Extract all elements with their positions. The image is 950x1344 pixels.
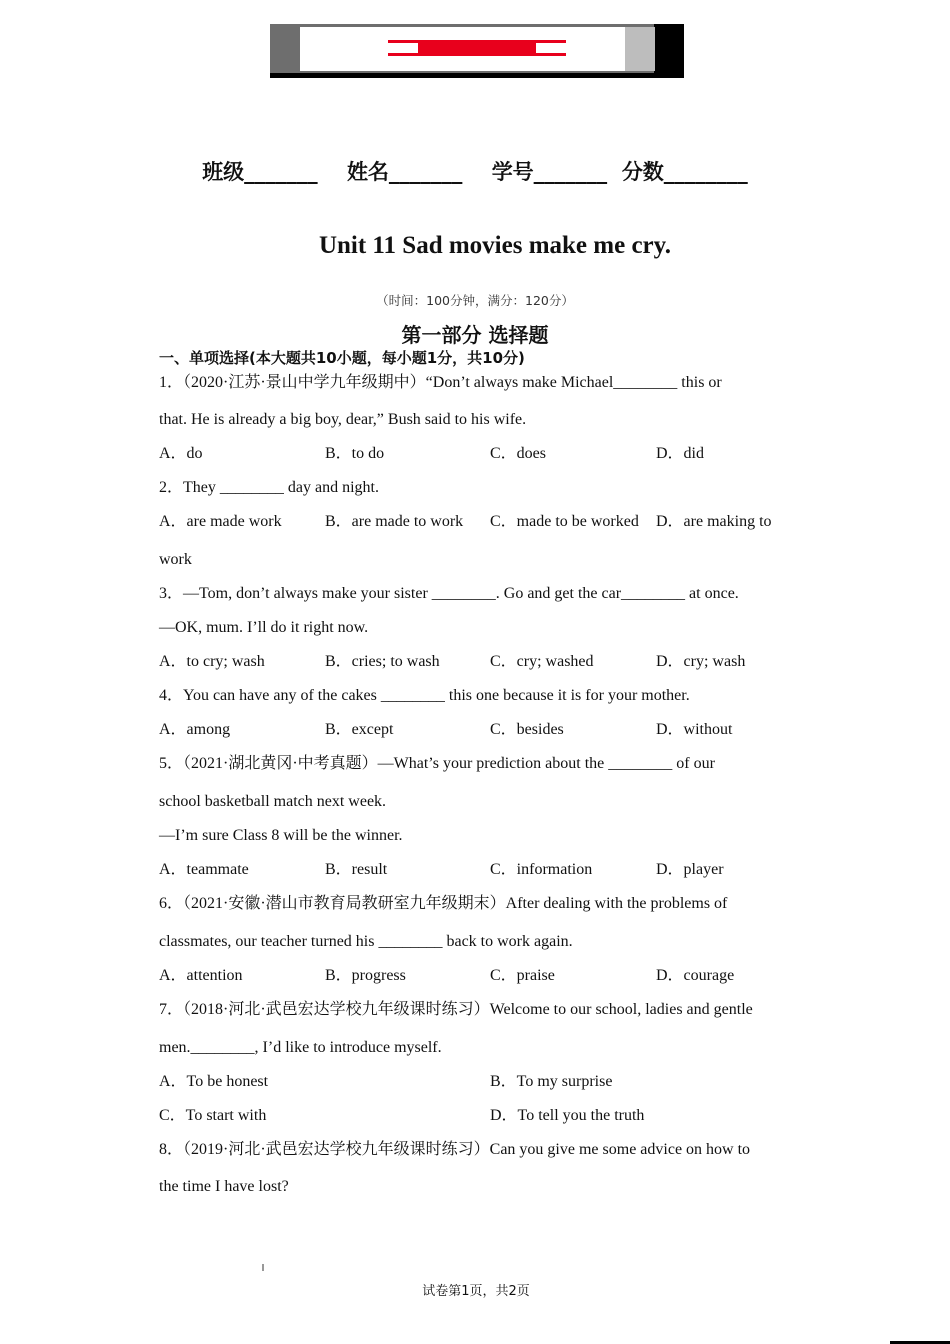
q3-option-d: D．cry; wash: [656, 653, 746, 670]
q2-option-c: C．made to be worked: [490, 513, 639, 530]
question-5-line-1: 5．（2021·湖北黄冈·中考真题）—What’s your prediction about the ________ of our: [159, 755, 715, 772]
q7-option-d: D．To tell you the truth: [490, 1107, 645, 1124]
q2-option-d: D．are making to: [656, 513, 772, 530]
question-6-line-2: classmates, our teacher turned his ________ back to work again.: [159, 933, 573, 950]
question-7-line-1: 7．（2018·河北·武邑宏达学校九年级课时练习）Welcome to our school, ladies and gentle: [159, 1001, 753, 1018]
part-title: 第一部分 选择题: [401, 323, 549, 347]
question-5-line-2: school basketball match next week.: [159, 793, 387, 810]
q4-option-d: D．without: [656, 721, 733, 738]
section-title: 一、单项选择(本大题共10小题，每小题1分，共10分): [159, 349, 525, 367]
q4-option-c: C．besides: [490, 721, 564, 738]
page-footer: 试卷第1页，共2页: [422, 1284, 530, 1299]
question-1-line-1: 1．（2020·江苏·景山中学九年级期中）“Don’t always make Michael________ this or: [159, 374, 722, 391]
student-info-line: [0, 156, 950, 186]
question-2-line-1: 2．They ________ day and night.: [159, 479, 379, 496]
q7-option-a: A．To be honest: [159, 1073, 269, 1090]
q4-option-a: A．among: [159, 721, 231, 738]
q1-option-a: A．do: [159, 445, 203, 462]
q2-option-b: B．are made to work: [325, 513, 464, 530]
q1-option-b: B．to do: [325, 445, 385, 462]
question-5-line-3: —I’m sure Class 8 will be the winner.: [159, 827, 403, 844]
student-id-field: 学号_______: [491, 160, 608, 184]
q3-option-a: A．to cry; wash: [159, 653, 265, 670]
q4-option-b: B．except: [325, 721, 394, 738]
header-banner-logo: [270, 24, 684, 78]
q6-option-a: A．attention: [159, 967, 243, 984]
q5-option-b: B．result: [325, 861, 388, 878]
score-field: 分数________: [621, 160, 748, 184]
time-note: （时间：100分钟，满分：120分）: [376, 293, 574, 308]
q1-option-d: D．did: [656, 445, 705, 462]
q7-option-c: C．To start with: [159, 1107, 267, 1124]
q5-option-c: C．information: [490, 861, 593, 878]
q2-option-d-continuation: work: [159, 551, 192, 568]
q7-option-b: B．To my surprise: [490, 1073, 613, 1090]
question-3-line-2: —OK, mum. I’ll do it right now.: [159, 619, 369, 636]
q6-option-c: C．praise: [490, 967, 555, 984]
question-3-line-1: 3．—Tom, don’t always make your sister ________. Go and get the car________ at once.: [159, 585, 739, 602]
question-6-line-1: 6．（2021·安徽·潜山市教育局教研室九年级期末）After dealing with the problems of: [159, 895, 728, 912]
page-title: Unit 11 Sad movies make me cry.: [318, 232, 672, 259]
name-field: 姓名_______: [346, 160, 463, 184]
q5-option-a: A．teammate: [159, 861, 249, 878]
question-7-line-2: men.________, I’d like to introduce myself.: [159, 1039, 442, 1056]
q3-option-b: B．cries; to wash: [325, 653, 440, 670]
question-1-line-2: that. He is already a big boy, dear,” Bush said to his wife.: [159, 411, 527, 428]
q1-option-c: C．does: [490, 445, 547, 462]
q5-option-d: D．player: [656, 861, 724, 878]
q2-option-a: A．are made work: [159, 513, 282, 530]
question-8-line-1: 8．（2019·河北·武邑宏达学校九年级课时练习）Can you give me some advice on how to: [159, 1141, 751, 1158]
class-field: 班级_______: [202, 160, 318, 184]
q6-option-b: B．progress: [325, 967, 406, 984]
margin-mark: [262, 1264, 264, 1271]
q6-option-d: D．courage: [656, 967, 735, 984]
question-8-line-2: the time I have lost?: [159, 1178, 289, 1195]
question-4-line-1: 4．You can have any of the cakes ________ this one because it is for your mother.: [159, 687, 690, 704]
q3-option-c: C．cry; washed: [490, 653, 594, 670]
